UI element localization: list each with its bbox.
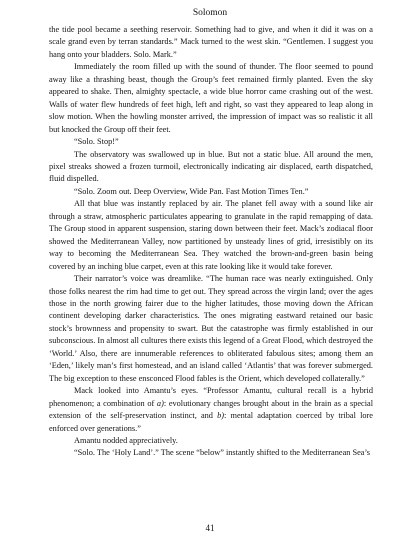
text-run-italic: b): [217, 411, 225, 421]
running-header: Solomon: [192, 8, 228, 18]
paragraph: [49, 385, 373, 435]
text-run: Their narrator’s voice was dreamlike. “The human race was nearly extinguished. Only those folks nearest the rim had time to get out. They spread across the virgin land; over the ages those in the north growing fairer due to the higher latitudes, those moving down the African continent developing darker characteristics. The ones migrating eastward retained our basic stock’s brownness and propensity to swart. But the catastrophe was firmly established in our subconscious. In almost all cultures there exists this legend of a Great Flood, which destroyed the ‘World.’ Also, there are innumerable references to obliterated fabulous sites; among them an ‘Eden,’ likely man’s first homestead, and an island called ‘Atlantis’ that was forever submerged. The big exception to these ensconced Flood fables is the Orient, which developed collaterally.”: [49, 274, 373, 383]
text-run: The observatory was swallowed up in blue. But not a static blue. All around the men, pixel streaks showed a frozen turmoil, electronically indicating air displaced, earth dispatched, fluid dispelled.: [49, 149, 373, 184]
body-text: [49, 24, 373, 460]
paragraph: [49, 198, 373, 273]
text-run: : evolutionary changes brought about in the brain as a special extension of the self-preservation instinct, and: [49, 398, 374, 421]
paragraph: [49, 61, 373, 136]
text-run: : mental adaptation coerced by tribal lore enforced over generations.”: [49, 411, 373, 433]
text-run: Immediately the room filled up with the sound of thunder. The floor seemed to pound away like a thrashing beast, though the Group’s feet remained firmly planted. Even the sky appeared to shake. Then, almighty spectacle, a wide blue horror came crashing out of the west. Walls of water flew hundreds of feet high, left and right, so vast they appeared to leap along in slow motion. When the howling monster arrived, the impression of impact was so realistic it all but knocked the Group off their feet.: [49, 62, 373, 134]
page-number: 41: [205, 523, 215, 533]
paragraph: [49, 136, 373, 148]
paragraph: [49, 273, 373, 385]
text-run: “Solo. Stop!”: [74, 137, 119, 147]
text-run: “Solo. Zoom out. Deep Overview, Wide Pan. Fast Motion Times Ten.”: [74, 186, 309, 196]
text-run: All that blue was instantly replaced by air. The planet fell away with a sound like air through a straw, atmospheric particulates appearing to granulate in the rapid remapping of data. The Group stood in apparent suspension, staring down between their feet. Mack’s zodiacal floor showed the Mediterranean Valley, now partitioned by unsteady lines of grid, irresistibly on its way to becoming the Mediterranean Sea. They watched the brown-and-green basin being covered by an inching blue carpet, even at this rate looking like it would take forever.: [49, 199, 373, 271]
paragraph: [49, 149, 373, 186]
paragraph: [49, 447, 373, 459]
paragraph: [49, 435, 373, 447]
text-run: “Solo. The ‘Holy Land’.” The scene “below” instantly shifted to the Mediterranean Sea’s: [74, 448, 370, 458]
text-run: Amantu nodded appreciatively.: [74, 435, 178, 445]
paragraph: [49, 24, 373, 61]
text-run-italic: a): [156, 398, 164, 408]
text-run: Mack looked into Amantu’s eyes. “Professor Amantu, cultural recall is a hybrid phenomenon; a combination of: [49, 386, 373, 408]
text-run: the tide pool became a seething reservoir. Something had to give, and when it did it was on a scale grand even by terran standards.” Mack turned to the west skin. “Gentlemen. I suggest you hang onto your bladders. Solo. Mark.”: [49, 25, 373, 59]
paragraph: [49, 186, 373, 198]
